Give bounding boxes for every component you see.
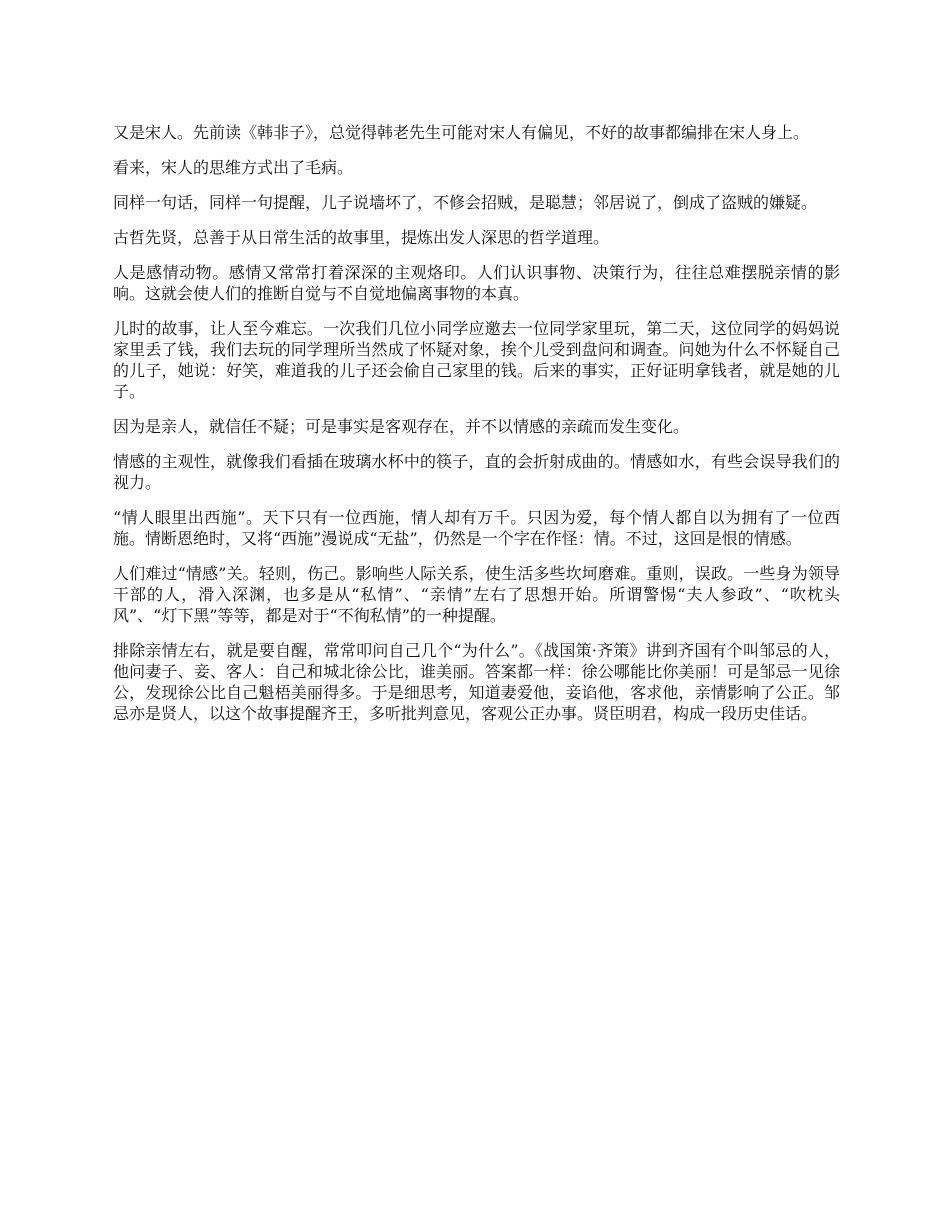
paragraph: 古哲先贤，总善于从日常生活的故事里，提炼出发人深思的哲学道理。 <box>113 228 610 247</box>
paragraph: 排除亲情左右，就是要自醒，常常叩问自己几个“为什么”。《战国策·齐策》讲到齐国有个叫邹忌的人，他问妻子、妾、客人：自己和城北徐公比，谁美丽。答案都一样：徐公哪能比你美丽！可是邹忌一见徐公，发现徐公比自己魁梧美丽得多。于是细思考，知道妻爱他，妾谄他，客求他，亲情影响了公正。邹忌亦是贤人，以这个故事提醒齐王，多听批判意见，客观公正办事。贤臣明君，构成一段历史佳话。 <box>113 641 840 723</box>
paragraph: 又是宋人。先前读《韩非子》，总觉得韩老先生可能对宋人有偏见，不好的故事都编排在宋人身上。 <box>113 123 810 142</box>
paragraph: 同样一句话，同样一句提醒，儿子说墙坏了，不修会招贼，是聪慧；邻居说了，倒成了盗贼的嫌疑。 <box>113 193 818 212</box>
paragraph: 情感的主观性，就像我们看插在玻璃水杯中的筷子，直的会折射成曲的。情感如水，有些会误导我们的视力。 <box>113 452 840 492</box>
paragraph: “情人眼里出西施”。天下只有一位西施，情人却有万千。只因为爱，每个情人都自以为拥有了一位西施。情断恩绝时，又将“西施”漫说成“无盐”，仍然是一个字在作怪：情。不过，这回是恨的情感。 <box>113 508 840 548</box>
paragraph: 看来，宋人的思维方式出了毛病。 <box>113 158 354 177</box>
paragraph: 因为是亲人，就信任不疑；可是事实是客观存在，并不以情感的亲疏而发生变化。 <box>113 417 690 436</box>
article-body <box>113 122 840 738</box>
paragraph: 人们难过“情感”关。轻则，伤己。影响些人际关系，使生活多些坎坷磨难。重则，误政。一些身为领导干部的人，滑入深渊，也多是从“私情”、“亲情”左右了思想开始。所谓警惕“夫人参政”、“吹枕头风”、“灯下黑”等等，都是对于“不徇私情”的一种提醒。 <box>113 564 840 625</box>
paragraph: 人是感情动物。感情又常常打着深深的主观烙印。人们认识事物、决策行为，往往总难摆脱亲情的影响。这就会使人们的推断自觉与不自觉地偏离事物的本真。 <box>113 263 840 303</box>
paragraph: 儿时的故事，让人至今难忘。一次我们几位小同学应邀去一位同学家里玩，第二天，这位同学的妈妈说家里丢了钱，我们去玩的同学理所当然成了怀疑对象，挨个儿受到盘问和调查。问她为什么不怀疑自己的儿子，她说：好笑，难道我的儿子还会偷自己家里的钱。后来的事实，正好证明拿钱者，就是她的儿子。 <box>113 319 840 401</box>
